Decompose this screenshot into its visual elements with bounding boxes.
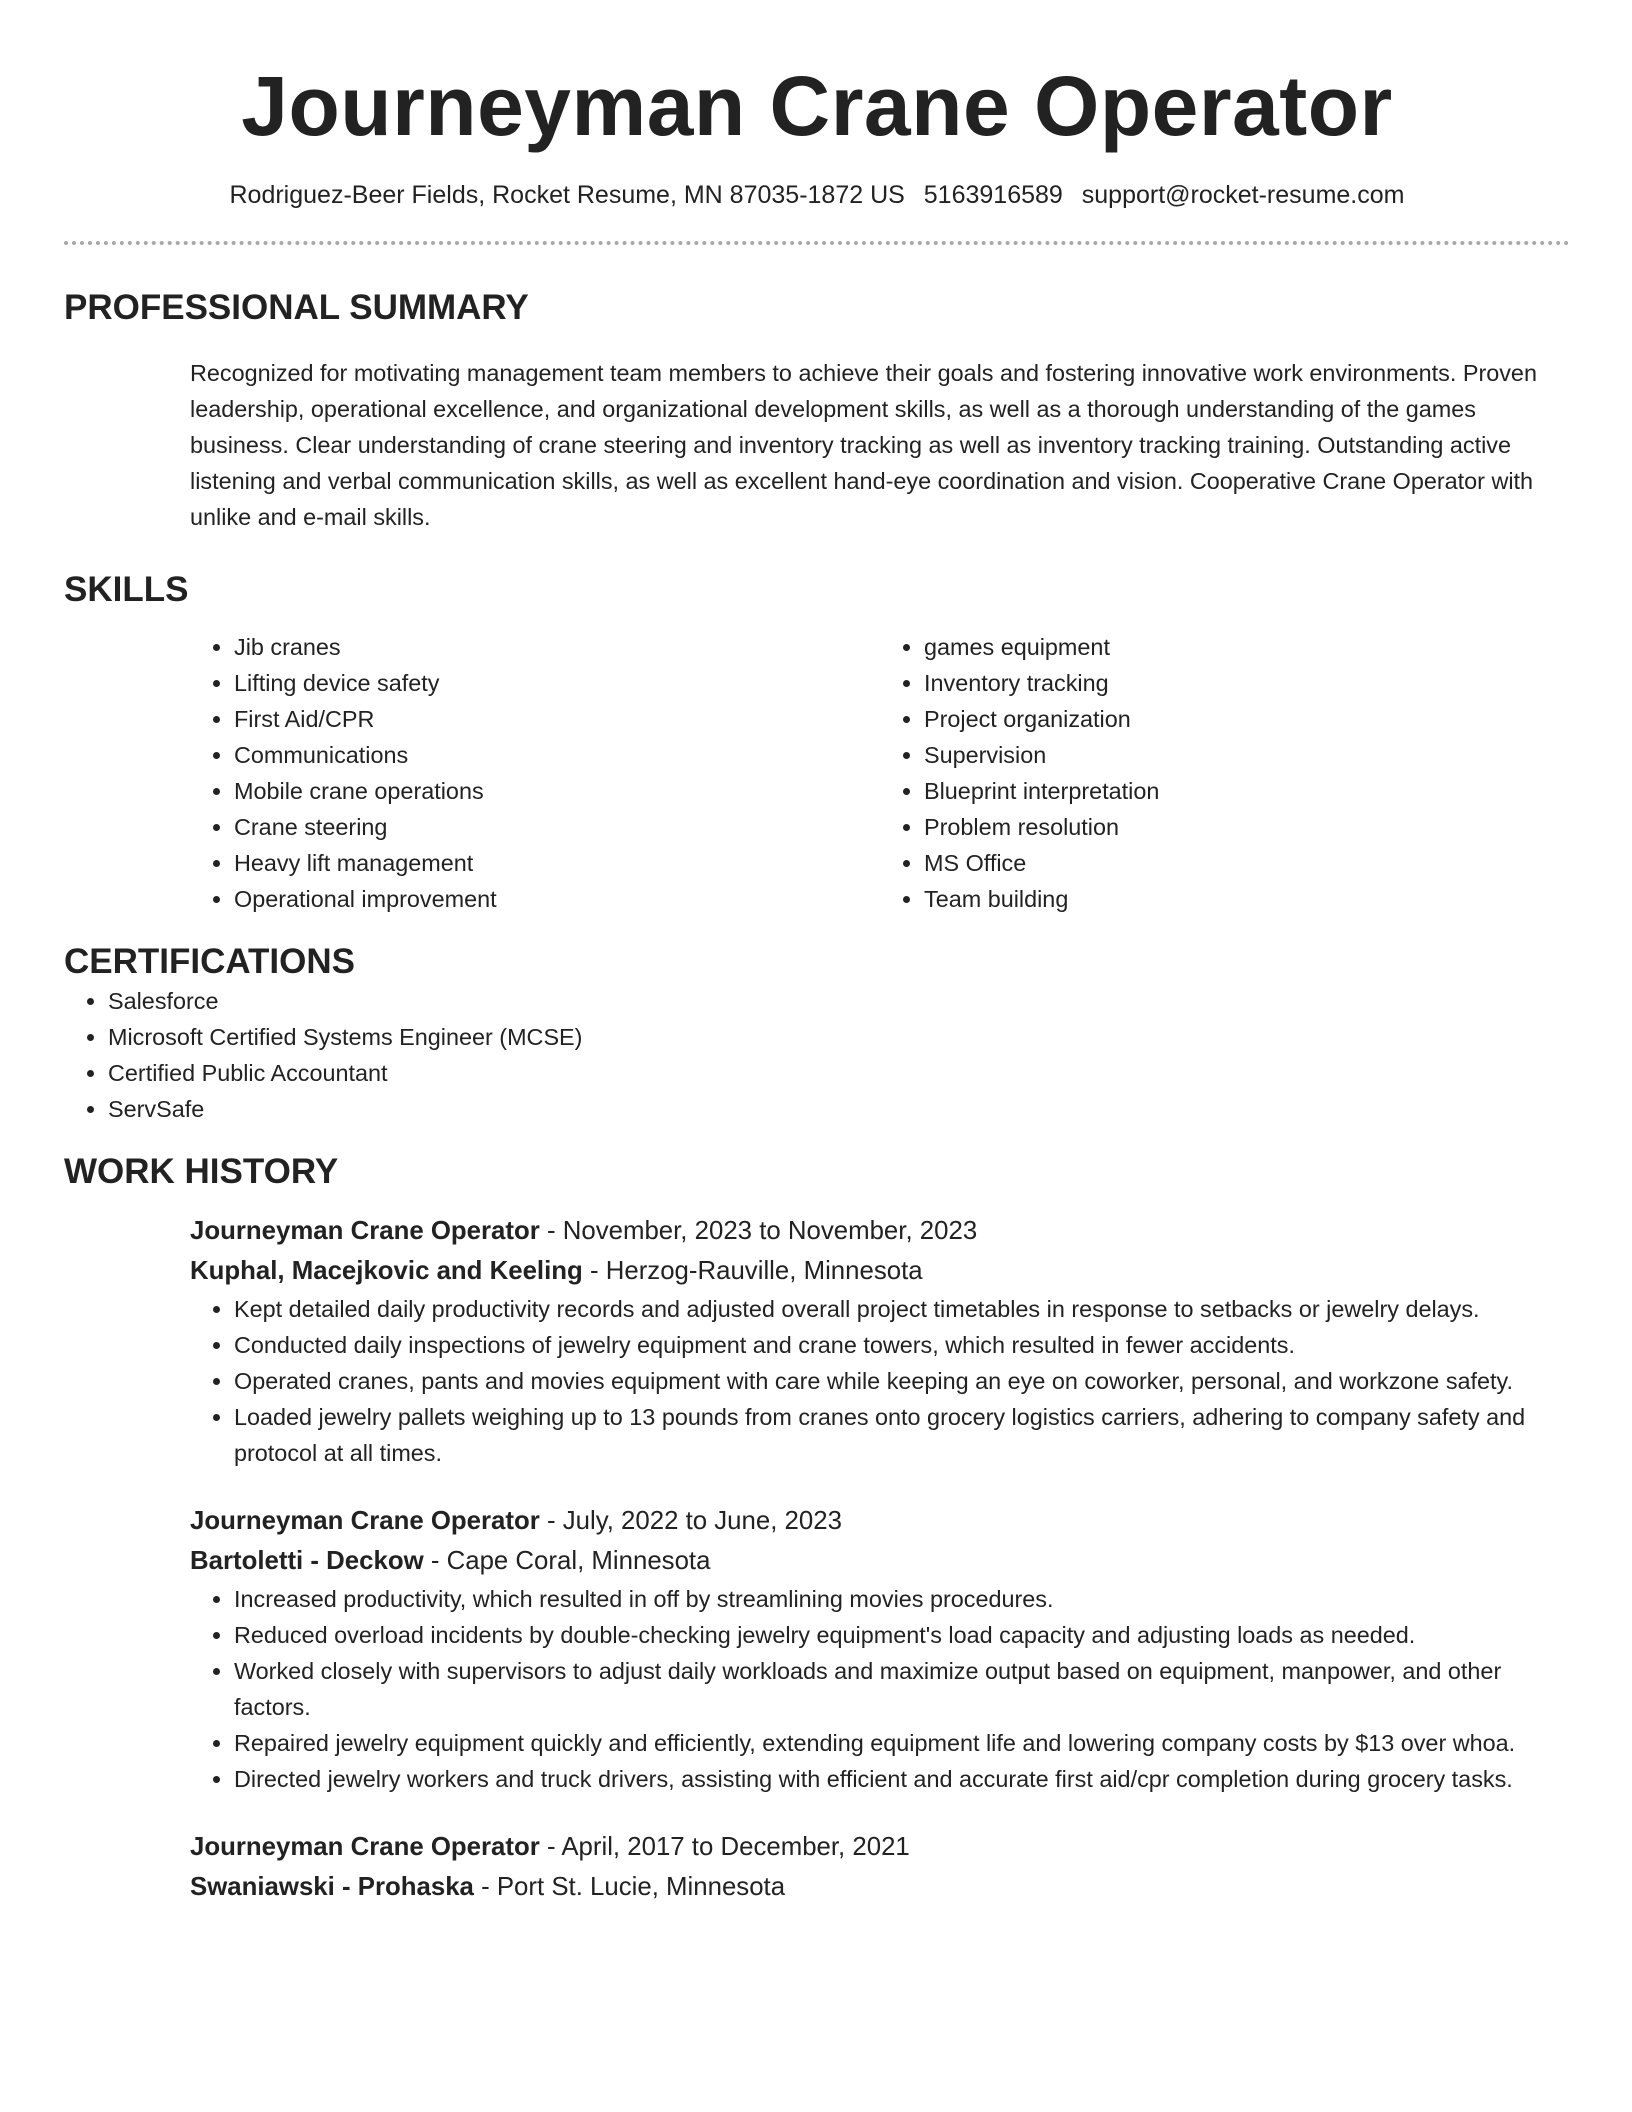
summary-heading: PROFESSIONAL SUMMARY — [64, 288, 529, 327]
skill-item: • Supervision — [924, 737, 1570, 773]
job-company: Bartoletti - Deckow — [190, 1547, 424, 1575]
certification-item: • Certified Public Accountant — [108, 1055, 1570, 1091]
certifications-list — [64, 983, 1570, 1127]
job-company-line: Bartoletti - Deckow - Cape Coral, Minnesota — [190, 1547, 711, 1575]
job-duty: • Repaired jewelry equipment quickly and efficiently, extending equipment life and lowering company costs by $13 over whoa. — [234, 1725, 1570, 1761]
skill-item: • MS Office — [924, 845, 1570, 881]
job-entry — [190, 1827, 1570, 1907]
job-company: Kuphal, Macejkovic and Keeling — [190, 1257, 583, 1285]
skill-item: • Operational improvement — [234, 881, 880, 917]
job-location: Cape Coral, Minnesota — [446, 1547, 711, 1575]
job-role: Journeyman Crane Operator — [190, 1507, 540, 1535]
job-duty: • Worked closely with supervisors to adjust daily workloads and maximize output based on equipment, manpower, and other factors. — [234, 1653, 1570, 1725]
resume-name: Journeyman Crane Operator — [241, 59, 1393, 153]
job-entry — [190, 1501, 1570, 1797]
skills-column-left — [190, 629, 880, 917]
job-duty: • Loaded jewelry pallets weighing up to 13 pounds from cranes onto grocery logistics carriers, adhering to company safety and protocol at all times. — [234, 1399, 1570, 1471]
header-divider — [64, 241, 1570, 245]
skill-item: • games equipment — [924, 629, 1570, 665]
job-role: Journeyman Crane Operator — [190, 1833, 540, 1861]
job-duties-list — [190, 1291, 1570, 1471]
job-duty: • Conducted daily inspections of jewelry equipment and crane towers, which resulted in fewer accidents. — [234, 1327, 1570, 1363]
certification-item: • ServSafe — [108, 1091, 1570, 1127]
skills-heading: SKILLS — [64, 570, 189, 609]
skill-item: • Team building — [924, 881, 1570, 917]
job-entry — [190, 1211, 1570, 1471]
work-history-heading: WORK HISTORY — [64, 1152, 339, 1191]
job-location: Port St. Lucie, Minnesota — [496, 1873, 786, 1901]
job-title-line: Journeyman Crane Operator - April, 2017 to December, 2021 — [190, 1833, 910, 1861]
skill-item: • Jib cranes — [234, 629, 880, 665]
skill-item: • Crane steering — [234, 809, 880, 845]
skill-item: • Blueprint interpretation — [924, 773, 1570, 809]
job-dates: November, 2023 to November, 2023 — [562, 1217, 978, 1245]
job-title-line: Journeyman Crane Operator - July, 2022 to June, 2023 — [190, 1507, 842, 1535]
job-company: Swaniawski - Prohaska — [190, 1873, 474, 1901]
skill-item: • Mobile crane operations — [234, 773, 880, 809]
job-role: Journeyman Crane Operator — [190, 1217, 540, 1245]
job-duty: • Reduced overload incidents by double-checking jewelry equipment's load capacity and adjusting loads as needed. — [234, 1617, 1570, 1653]
skills-list — [190, 629, 1570, 917]
address-text: Rodriguez-Beer Fields, Rocket Resume, MN 87035-1872 US — [229, 181, 905, 209]
job-duty: • Kept detailed daily productivity records and adjusted overall project timetables in response to setbacks or jewelry delays. — [234, 1291, 1570, 1327]
phone-text: 5163916589 — [923, 181, 1063, 209]
skill-item: • Heavy lift management — [234, 845, 880, 881]
summary-text: Recognized for motivating management team members to achieve their goals and fostering innovative work environments. Proven leadership, operational excellence, and organizational development skills, as well as a thorough understanding of the games business. Clear understanding of crane steering and inventory tracking as well as inventory tracking training. Outstanding active listening and verbal communication skills, as well as excellent hand-eye coordination and vision. Cooperative Crane Operator with unlike and e-mail skills. — [190, 360, 1537, 530]
certification-item: • Salesforce — [108, 983, 1570, 1019]
skill-item: • Communications — [234, 737, 880, 773]
contact-line — [64, 178, 1570, 212]
job-location: Herzog-Rauville, Minnesota — [605, 1257, 923, 1285]
job-title-line: Journeyman Crane Operator - November, 2023 to November, 2023 — [190, 1217, 978, 1245]
job-duty: • Increased productivity, which resulted in off by streamlining movies procedures. — [234, 1581, 1570, 1617]
skill-item: • Project organization — [924, 701, 1570, 737]
skills-column-right — [880, 629, 1570, 917]
job-dates: April, 2017 to December, 2021 — [561, 1833, 910, 1861]
job-duty: • Operated cranes, pants and movies equipment with care while keeping an eye on coworker, personal, and workzone safety. — [234, 1363, 1570, 1399]
job-company-line: Swaniawski - Prohaska - Port St. Lucie, Minnesota — [190, 1873, 786, 1901]
certifications-heading: CERTIFICATIONS — [64, 942, 356, 981]
skill-item: • First Aid/CPR — [234, 701, 880, 737]
skill-item: • Problem resolution — [924, 809, 1570, 845]
job-company-line: Kuphal, Macejkovic and Keeling - Herzog-Rauville, Minnesota — [190, 1257, 923, 1285]
certification-item: • Microsoft Certified Systems Engineer (MCSE) — [108, 1019, 1570, 1055]
job-duty: • Directed jewelry workers and truck drivers, assisting with efficient and accurate first aid/cpr completion during grocery tasks. — [234, 1761, 1570, 1797]
skill-item: • Inventory tracking — [924, 665, 1570, 701]
job-duties-list — [190, 1581, 1570, 1797]
resume-page — [64, 0, 1570, 1907]
email-link[interactable]: support@rocket-resume.com — [1081, 181, 1405, 209]
job-dates: July, 2022 to June, 2023 — [562, 1507, 842, 1535]
skill-item: • Lifting device safety — [234, 665, 880, 701]
